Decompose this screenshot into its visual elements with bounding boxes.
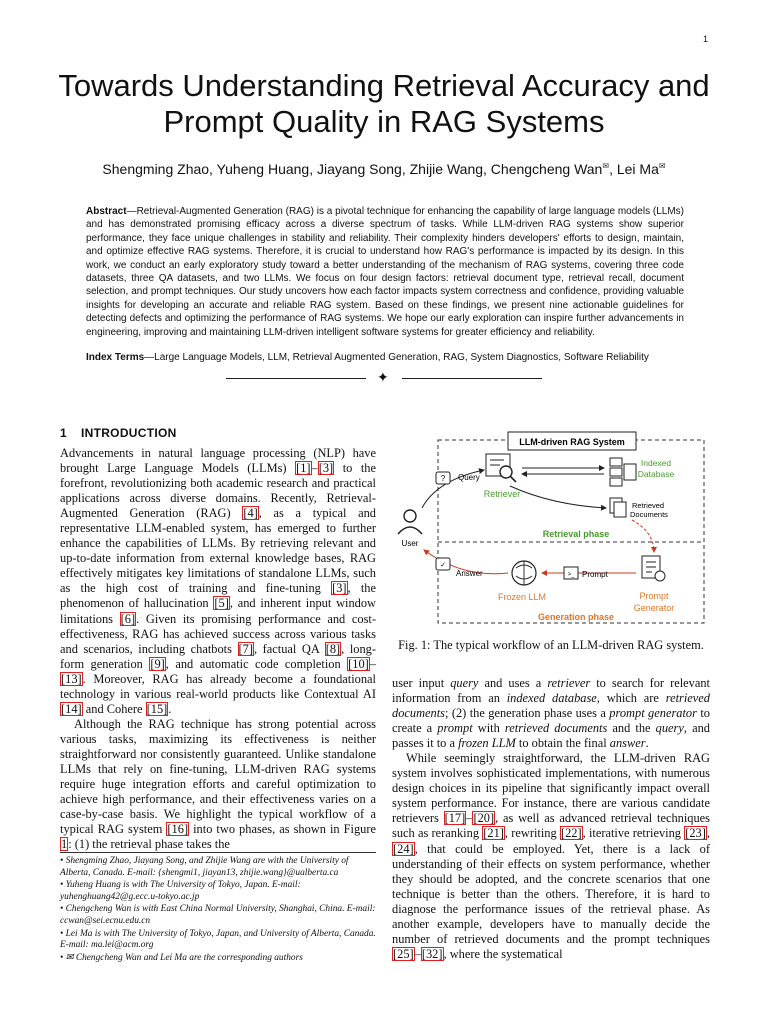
indexed-db-label-2: Database: [637, 469, 675, 479]
text-run: to search for relevant information from an: [392, 676, 710, 706]
indexed-database-icon: [610, 458, 636, 486]
right-column: [392, 676, 710, 962]
text-run: Although the RAG technique has strong potential across various tasks, maximizing its effectiveness is neither straightforward nor consistently guaranteed. Unlike standalone LLMs that rely on fine-tuning, LLM-driven RAG systems require huge integration efforts and careful optimization to achieve high performance, and their effectiveness varies on a case-by-case basis. We highlight the typical workflow of a typical RAG system: [60, 716, 376, 837]
section-heading: [60, 426, 376, 440]
text-run: , which are: [596, 691, 666, 706]
text-run: with: [472, 721, 505, 736]
italic-term: query: [450, 676, 479, 690]
citation-link[interactable]: [14]: [61, 701, 82, 716]
paper-title: Towards Understanding Retrieval Accuracy and Prompt Quality in RAG Systems: [58, 68, 710, 139]
abstract: [86, 205, 684, 339]
text-run: , iterative retrieving: [582, 826, 685, 841]
italic-term: answer: [609, 736, 646, 751]
index-terms-text: —Large Language Models, LLM, Retrieval Augmented Generation, RAG, System Diagnostics, Software Reliability: [144, 352, 649, 363]
section-divider: [226, 371, 542, 385]
text-run: : (1) the retrieval phase takes the: [68, 837, 230, 852]
retrieval-phase-label: Retrieval phase: [542, 529, 610, 539]
section-title: INTRODUCTION: [80, 426, 177, 440]
citation-link[interactable]: [10]: [348, 656, 369, 671]
text-run: into two phases, as shown in Figure: [189, 822, 377, 837]
right-paragraph-1: [392, 676, 710, 751]
indexed-db-label-1: Indexed: [640, 458, 672, 468]
text-run: , and automatic code completion: [165, 656, 348, 671]
citation-link[interactable]: [9]: [150, 656, 165, 671]
user-icon: [398, 510, 422, 534]
text-run: user input: [392, 676, 451, 690]
author-last: , Lei Ma: [609, 161, 659, 177]
citation-link[interactable]: [24]: [393, 841, 414, 856]
text-run: , as well as advanced retrieval techniques such as reranking: [392, 811, 710, 841]
citation-link[interactable]: [25]: [393, 946, 414, 961]
intro-paragraph-1: [60, 446, 376, 717]
text-run: , as a typical and representative LLM-enabled system, has emerged to further enhance the capabilities of LLMs. By retrieving relevant and up-to-date information from external knowledge bases, RAG effectively mitigates key limitations of standalone LLMs, such as the high cost of training and fine-tuning: [60, 506, 377, 596]
footnote: • Lei Ma is with The University of Tokyo, Japan, and University of Alberta, Canada. E-mail: ma.lei@acm.org: [60, 928, 376, 951]
citation-link[interactable]: [7]: [238, 641, 253, 656]
citation-link[interactable]: [17]: [444, 811, 466, 826]
user-label: User: [401, 539, 419, 548]
mail-icon: ✉: [602, 161, 610, 171]
query-glyph: ?: [440, 474, 446, 483]
italic-term: prompt generator: [609, 706, 697, 721]
text-run: While seemingly straightforward, the LLM-driven RAG system involves sophisticated implementations, with numerous design choices in its pipeline that significantly impact overall system performance. For instance, there are various candidate retrievers: [392, 751, 710, 826]
text-run: , and inherent input window limitations: [60, 596, 376, 626]
prompt-generator-label-1: Prompt: [639, 591, 669, 601]
footnotes: [60, 852, 376, 965]
text-run: .: [645, 736, 649, 751]
citation-link[interactable]: [15]: [146, 701, 168, 716]
index-terms: [86, 351, 684, 364]
text-run: –: [369, 656, 376, 671]
italic-term: retrieved documents: [504, 721, 608, 736]
text-run: , where the systematical: [443, 946, 563, 961]
citation-link[interactable]: [23]: [685, 826, 706, 841]
text-run: and uses a: [478, 676, 548, 690]
frozen-llm-icon: [512, 561, 536, 585]
italic-term: indexed database: [506, 691, 597, 706]
rag-workflow-figure: [392, 430, 710, 625]
answer-glyph: ✓: [440, 562, 446, 569]
text-run: , rewriting: [504, 826, 560, 841]
citation-link[interactable]: [8]: [325, 641, 341, 656]
text-run: ; (2) the generation phase uses a: [445, 706, 610, 721]
retrieved-documents-icon: [610, 498, 626, 517]
text-run: , the phenomenon of hallucination: [60, 581, 376, 611]
italic-term: query: [655, 721, 684, 736]
prompt-generator-icon: [642, 556, 665, 581]
rag-diagram: [392, 430, 710, 625]
prompt-label: Prompt: [582, 570, 608, 579]
text-run: –: [311, 461, 318, 476]
prompt-glyph: >_: [567, 572, 575, 578]
footnote: • Shengming Zhao, Jiayang Song, and Zhijie Wang are with the University of Alberta, Canada. E-mail: {shengmi1, jiayan13, zhijie.wang}@ualberta.ca: [60, 856, 349, 878]
italic-term: prompt: [437, 721, 473, 736]
citation-link[interactable]: [3]: [318, 461, 334, 476]
page-number: 1: [702, 34, 708, 44]
citation-link[interactable]: [5]: [214, 596, 229, 611]
text-run: to obtain the final: [515, 736, 610, 751]
text-run: to the forefront, revolutionizing both academic research and practical applications across diverse domains. Recently, Retrieval-Augmented Generation (RAG): [60, 461, 376, 521]
text-run: .: [168, 701, 172, 716]
docs-to-generator-arrow: [632, 520, 654, 552]
footnote: • Chengcheng Wan is with East China Normal University, Shanghai, China. E-mail: ccwan@sei.ecnu.edu.cn: [60, 904, 376, 926]
footnote: • Yuheng Huang is with The University of Tokyo, Japan. E-mail: yuhenghuang42@g.ecc.u-tokyo.ac.jp: [60, 880, 301, 902]
italic-term: retrieved documents: [392, 691, 710, 721]
italic-term: retriever: [547, 676, 591, 690]
intro-paragraph-2: [60, 717, 376, 852]
retriever-icon: [486, 454, 516, 482]
citation-link[interactable]: [32]: [421, 946, 443, 961]
text-run: . Given its promising performance and cost-effectiveness, RAG has achieved success across various tasks and scenarios, including chatbots: [60, 611, 376, 656]
text-run: to create a: [392, 706, 710, 736]
divider-line: [226, 378, 366, 379]
italic-term: frozen LLM: [458, 736, 516, 751]
divider-diamond-icon: ✦: [377, 371, 389, 386]
text-run: –: [414, 946, 421, 961]
right-paragraph-2: [392, 751, 710, 962]
index-terms-label: Index Terms: [86, 352, 145, 363]
text-run: and the: [607, 721, 656, 736]
text-run: ,: [706, 826, 710, 841]
text-run: . Moreover, RAG has already become a foundational technology in various real-world products like Contextual AI: [60, 671, 376, 701]
retrieved-docs-arrow: [510, 486, 606, 508]
footnote: • ✉ Chengcheng Wan and Lei Ma are the corresponding authors: [60, 952, 303, 963]
citation-link[interactable]: [3]: [332, 581, 347, 596]
citation-link[interactable]: [4]: [243, 506, 258, 521]
retrieved-docs-label-1: Retrieved: [632, 501, 665, 510]
section-number: 1: [60, 426, 67, 440]
citation-link[interactable]: [1]: [296, 461, 311, 476]
text-run: –: [466, 811, 473, 826]
text-run: , factual QA: [253, 641, 325, 656]
retriever-label: Retriever: [483, 489, 521, 499]
left-column: [60, 426, 376, 852]
citation-link[interactable]: [22]: [560, 826, 582, 841]
query-label: Query: [458, 473, 480, 482]
figure-caption: Fig. 1: The typical workflow of an LLM-driven RAG system.: [398, 638, 704, 652]
system-title: LLM-driven RAG System: [519, 437, 625, 447]
answer-label: Answer: [456, 569, 483, 578]
citation-link[interactable]: [6]: [120, 611, 136, 626]
citation-link[interactable]: 1: [61, 837, 68, 852]
divider-line: [402, 378, 542, 379]
citation-link[interactable]: [13]: [61, 671, 82, 686]
author-names: Shengming Zhao, Yuheng Huang, Jiayang Song, Zhijie Wang, Chengcheng Wan: [102, 161, 603, 177]
frozen-llm-label: Frozen LLM: [497, 592, 547, 602]
generation-phase-label: Generation phase: [537, 612, 615, 622]
citation-link[interactable]: [20]: [473, 811, 495, 826]
citation-link[interactable]: [16]: [167, 822, 189, 837]
text-run: , and passes it to a: [392, 721, 710, 751]
text-run: , long-form generation: [60, 641, 376, 671]
citation-link[interactable]: [21]: [483, 826, 504, 841]
text-run: Advancements in natural language processing (NLP) have brought Large Language Models (LLMs): [60, 446, 376, 476]
author-list: [40, 161, 728, 177]
text-run: and Cohere: [82, 701, 146, 716]
mail-icon: ✉: [658, 161, 666, 171]
prompt-generator-label-2: Generator: [633, 603, 675, 613]
retrieved-docs-label-2: Documents: [630, 510, 668, 519]
abstract-label: Abstract: [86, 206, 127, 217]
abstract-text: —Retrieval-Augmented Generation (RAG) is a pivotal technique for enhancing the capability of large language models (LLMs) and has demonstrated promising efficacy across a diverse spectrum of tasks. While LLM-driven RAG systems show superior performance, they face unique challenges in stability and reliability. Their complexity hinders developers' efforts to design, maintain, and optimize effective RAG systems. Therefore, it is crucial to understand how RAG's performance is impacted by its design. In this work, we conduct an early exploratory study toward a better understanding of the mechanism of RAG systems, covering three code datasets, three QA datasets, and two LLMs. We focus on four design factors: retrieval document type, retrieval recall, document selection, and prompt techniques. Our study uncovers how each factor impacts system correctness and confidence, providing valuable insights for developing an accurate and reliable RAG system. Based on these findings, we present nine actionable guidelines for detecting defects and optimizing the performance of RAG systems. We hope our early exploration can inspire further advancements in engineering, improving and maintaining LLM-driven intelligent software systems for greater efficiency and reliability.: [86, 206, 684, 338]
text-run: , that could be employed. Yet, there is a lack of understanding of their effects on system performance, whether they should be adopted, and the concrete scenarios that one technique is better than the others. Therefore, it is hard to diagnose the performance issues of the retrieval phase. As another example, developers have to manually decide the number of retrieved documents and the prompt techniques: [392, 841, 710, 946]
